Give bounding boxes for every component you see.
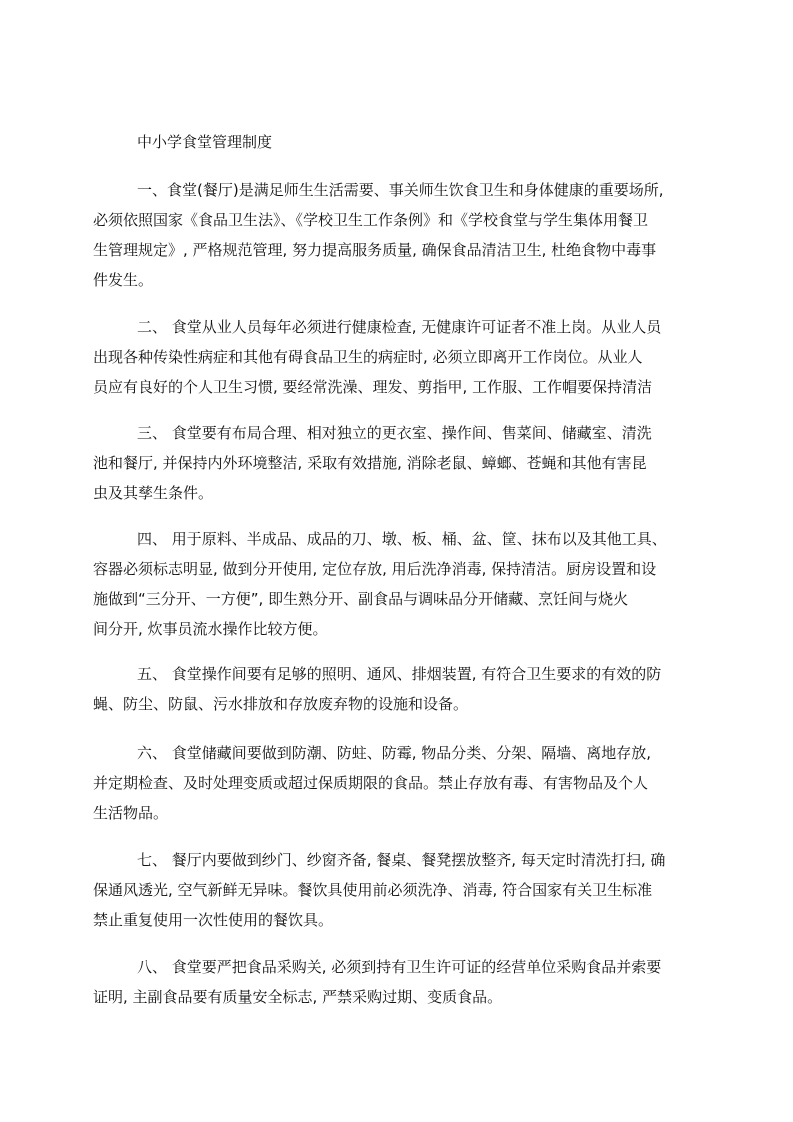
paragraph-line: 员应有良好的个人卫生习惯, 要经常洗澡、理发、剪指甲, 工作服、工作帽要保持清洁 [93, 378, 653, 396]
paragraph-line: 七、 餐厅内要做到纱门、纱窗齐备, 餐桌、餐凳摆放整齐, 每天定时清洗打扫, 确 [137, 851, 666, 869]
paragraph-line: 保通风透光, 空气新鲜无异味。餐饮具使用前必须洗净、消毒, 符合国家有关卫生标准 [93, 881, 653, 899]
paragraph-line: 三、 食堂要有布局合理、相对独立的更衣室、操作间、售菜间、储藏室、清洗 [137, 424, 652, 442]
paragraph-line: 四、 用于原料、半成品、成品的刀、墩、板、桶、盆、筐、抹布以及其他工具、 [137, 530, 667, 548]
paragraph-line: 必须依照国家《食品卫生法》、《学校卫生工作条例》和《学校食堂与学生集体用餐卫 [93, 211, 649, 229]
paragraph-line: 并定期检查、及时处理变质或超过保质期限的食品。禁止存放有毒、有害物品及个人 [93, 774, 649, 792]
paragraph-line: 出现各种传染性病症和其他有碍食品卫生的病症时, 必须立即离开工作岗位。从业人 [93, 348, 643, 366]
document-title: 中小学食堂管理制度 [137, 133, 273, 151]
paragraph-line: 容器必须标志明显, 做到分开使用, 定位存放, 用后洗净消毒, 保持清洁。厨房设置和设 [93, 560, 657, 578]
paragraph-line: 生管理规定》, 严格规范管理, 努力提高服务质量, 确保食品清洁卫生, 杜绝食物中毒事 [93, 241, 657, 259]
paragraph-line: 施做到“三分开、一方便”, 即生熟分开、副食品与调味品分开储藏、烹饪间与烧火 [93, 590, 629, 608]
paragraph-line: 八、 食堂要严把食品采购关, 必须到持有卫生许可证的经营单位采购食品并索要 [137, 958, 662, 976]
paragraph-line: 虫及其孳生条件。 [93, 484, 214, 502]
paragraph-line: 六、 食堂储藏间要做到防潮、防蛀、防霉, 物品分类、分架、隔墙、离地存放, [137, 744, 652, 762]
paragraph-line: 五、 食堂操作间要有足够的照明、通风、排烟装置, 有符合卫生要求的有效的防 [137, 665, 662, 683]
paragraph-line: 禁止重复使用一次性使用的餐饮具。 [93, 911, 334, 929]
paragraph-line: 间分开, 炊事员流水操作比较方便。 [93, 620, 328, 638]
paragraph-line: 二、 食堂从业人员每年必须进行健康检查, 无健康许可证者不准上岗。从业人员 [137, 318, 662, 336]
paragraph-line: 一、食堂(餐厅)是满足师生生活需要、事关师生饮食卫生和身体健康的重要场所, [137, 181, 664, 199]
paragraph-line: 生活物品。 [93, 804, 169, 822]
paragraph-line: 件发生。 [93, 271, 154, 289]
paragraph-line: 池和餐厅, 并保持内外环境整洁, 采取有效措施, 消除老鼠、蟑螂、苍蝇和其他有害昆 [93, 454, 647, 472]
paragraph-line: 证明, 主副食品要有质量安全标志, 严禁采购过期、变质食品。 [93, 988, 503, 1006]
paragraph-line: 蝇、防尘、防鼠、污水排放和存放废弃物的设施和设备。 [93, 695, 469, 713]
